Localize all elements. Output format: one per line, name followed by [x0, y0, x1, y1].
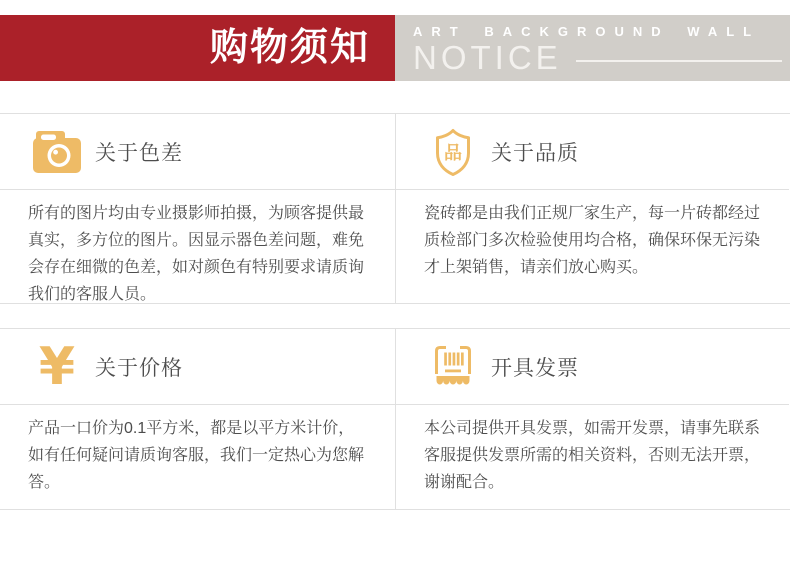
invoice-icon — [429, 344, 477, 390]
card-body-text: 所有的图片均由专业摄影师拍摄，为顾客提供最真实，多方位的图片。因显示器色差问题，难免会存在细微的色差，如对颜色有特别要求请质询我们的客服人员。 — [28, 205, 365, 303]
card-color-difference — [0, 114, 395, 303]
card-price-head — [0, 329, 395, 405]
header-rule-line — [576, 60, 782, 62]
card-invoice — [395, 329, 789, 509]
header-eyebrow: ART BACKGROUND WALL — [413, 24, 761, 39]
card-title: 关于品质 — [491, 141, 579, 165]
card-title: 关于价格 — [95, 356, 183, 380]
row-spacer — [0, 304, 790, 328]
card-title: 关于色差 — [95, 141, 183, 165]
card-invoice-head — [396, 329, 789, 405]
card-title: 开具发票 — [491, 356, 579, 380]
card-price — [0, 329, 395, 509]
svg-text:品: 品 — [444, 142, 462, 163]
yuan-icon: ¥ — [38, 336, 76, 397]
header-gray-block — [395, 15, 790, 81]
header-red-block — [0, 15, 395, 81]
card-body-text: 产品一口价为0.1平方米，都是以平方米计价，如有任何疑问请质询客服，我们一定热心为您解答。 — [28, 420, 365, 491]
notice-row-2 — [0, 328, 790, 510]
card-body-text: 本公司提供开具发票，如需开发票，请事先联系客服提供发票所需的相关资料，否则无法开票，谢谢配合。 — [424, 420, 761, 491]
card-color-difference-head — [0, 114, 395, 190]
header-banner — [0, 15, 790, 81]
notice-row-1 — [0, 113, 790, 304]
header-subtitle: NOTICE — [413, 39, 562, 76]
camera-icon — [33, 131, 81, 173]
card-body-text: 瓷砖都是由我们正规厂家生产，每一片砖都经过质检部门多次检验使用均合格，确保环保无污染才上架销售，请亲们放心购买。 — [424, 205, 761, 276]
page-title: 购物须知 — [209, 27, 370, 69]
notice-grid — [0, 113, 790, 510]
card-quality-head — [396, 114, 789, 190]
shield-icon — [429, 128, 477, 176]
header-subtitle-row — [413, 40, 782, 76]
card-quality — [395, 114, 789, 303]
